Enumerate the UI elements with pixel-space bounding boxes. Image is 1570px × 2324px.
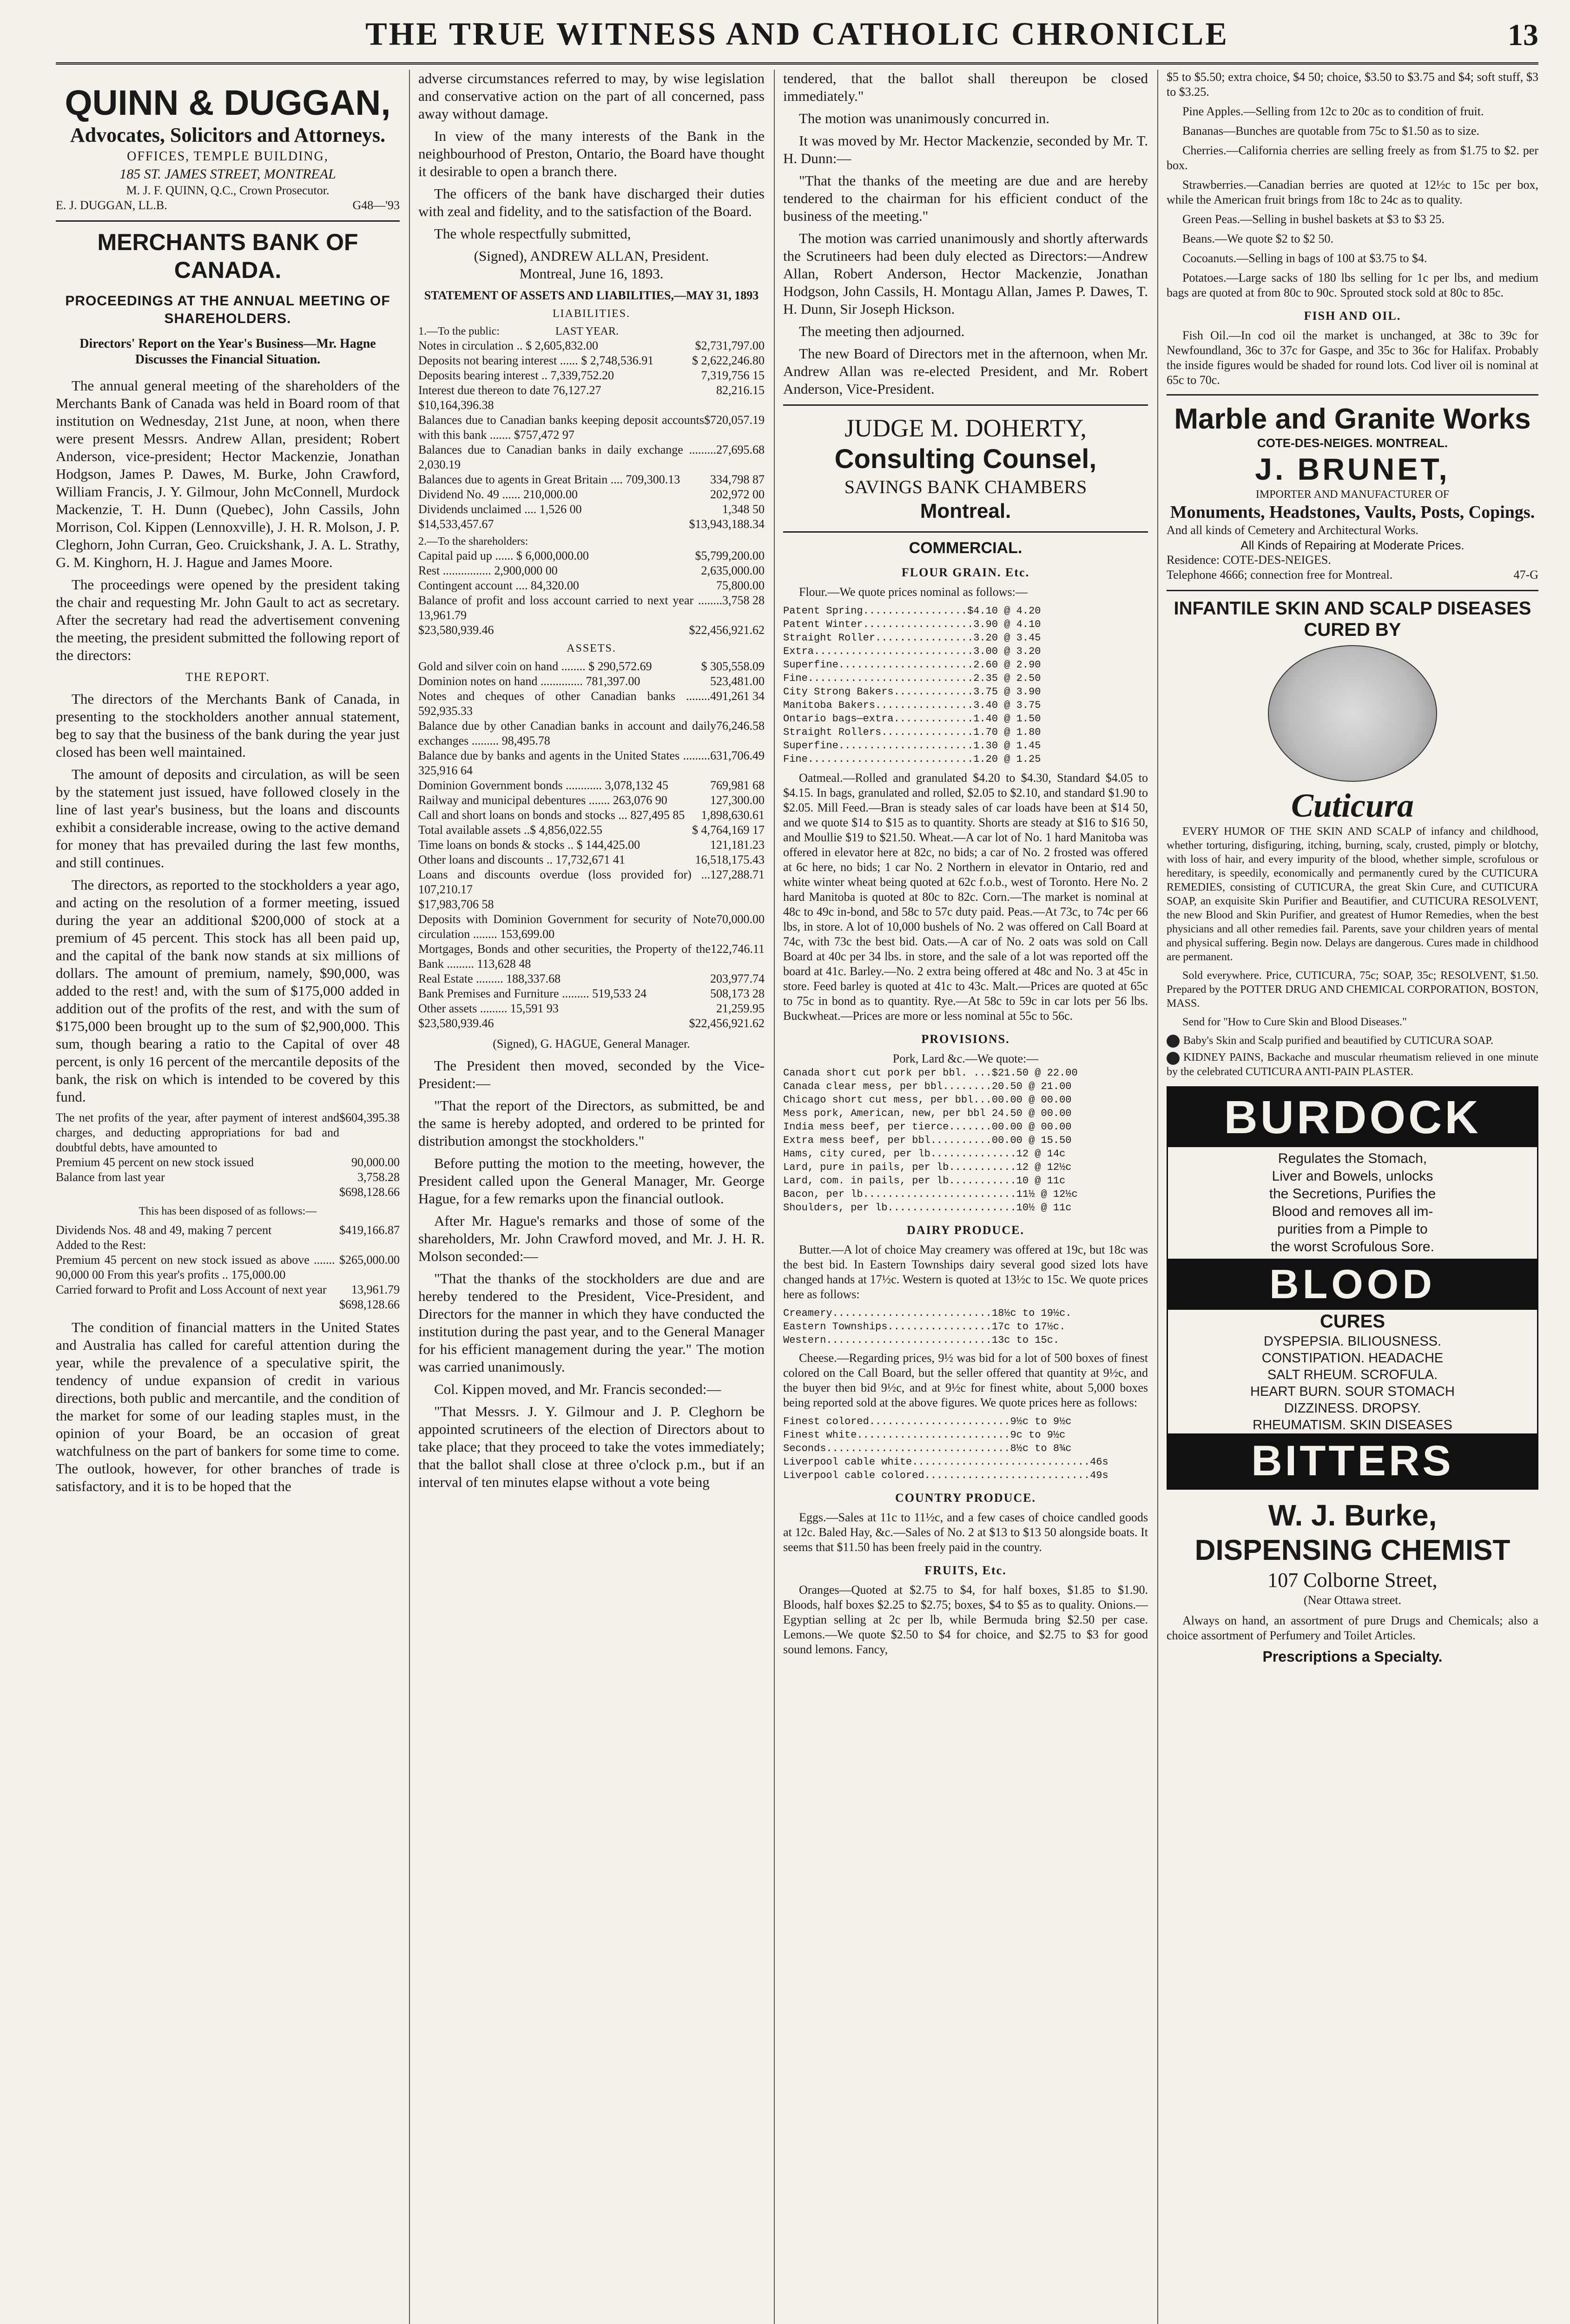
paragraph: Butter.—A lot of choice May creamery was offered at 19c, but 18c was the best bid. In Eastern Townships dairy several good sized lots have changed hands at 17½c. Western is quoted at 13½c to 15c. We quote prices here as follows: (783, 1243, 1148, 1301)
row-value: 1,898,630.61 (701, 808, 765, 822)
report-heading: THE REPORT. (185, 670, 270, 684)
paragraph: The amount of deposits and circulation, as will be seen by the statement just issued, have followed closely in the line of last year's business, but the loans and discounts exhibit a considerable increase, owing to the active demand for money that has prevailed during the last few months, and still continues. (56, 766, 400, 871)
row-label: Call and short loans on bonds and stocks ... 827,495 85 (418, 808, 685, 822)
paragraph: Cherries.—California cherries are selling freely as from $1.75 to $2. per box. (1167, 144, 1538, 172)
paragraph: The proceedings were opened by the president taking the chair and requesting Mr. John Gault to act as secretary. After the secretary had read the advertisement convening the meeting, the president submitted the following report of the directors: (56, 576, 400, 663)
statement-heading: STATEMENT OF ASSETS AND LIABILITIES,—MAY 31, 1893 (424, 289, 759, 302)
cuticura-logo: Cuticura (1291, 787, 1414, 824)
row-label: $14,533,457.67 (418, 517, 494, 531)
signature: (Signed), G. HAGUE, General Manager. (493, 1037, 690, 1050)
row-value: $ 305,558.09 (701, 660, 765, 673)
table-row (418, 353, 765, 368)
fruits-heading: FRUITS, Etc. (924, 1564, 1007, 1577)
paragraph: EVERY HUMOR OF THE SKIN AND SCALP of infancy and childhood, whether torturing, disfiguring, itching, burning, scaly, crusted, pimply or blotchy, with loss of hair, and every impurity of the blood, whether simple, scrofulous or hereditary, is speedily, economically and permanently cured by the CUTICURA REMEDIES, consisting of CUTICURA, the great Skin Cure, and CUTICURA SOAP, an exquisite Skin Purifier and Beautifier, and CUTICURA RESOLVENT, the new Blood and Skin Purifier, and greatest of Humor Remedies, when the best physicians and all other remedies fail. Parents, save your children years of mental and physical suffering. Begin now. Delays are dangerous. Cures made in childhood are permanent. (1167, 825, 1538, 963)
row-label: Mortgages, Bonds and other securities, the Property of the Bank ......... 113,628 48 (418, 942, 711, 971)
table-row (418, 593, 765, 623)
paragraph: After Mr. Hague's remarks and those of some of the shareholders, Mr. John Crawford moved, and Mr. J. H. R. Molson seconded:— (418, 1213, 765, 1264)
paragraph: Fish Oil.—In cod oil the market is unchanged, at 38c to 39c for Newfoundland, 36c to 37c for Gaspe, and 35c to 36c for Halifax. Probably the inside figures would be shaded for round lots. Cod liver oil is nominal at 65c to 70c. (1167, 329, 1538, 387)
cures-list (1168, 1333, 1537, 1433)
country-produce-heading: COUNTRY PRODUCE. (895, 1491, 1036, 1505)
paragraph: "That the thanks of the meeting are due and are hereby tendered to the chairman for his efficient conduct of the business of the meeting." (783, 172, 1148, 224)
assets-table (418, 659, 765, 1031)
provisions-price-table: Canada short cut pork per bbl. ...$21.50 @ 22.00 Canada clear mess, per bbl........20.50 @ 21.00 Chicago short cut mess, per bbl...00.00 @ 00.00 Mess pork, American, new, per bbl 24.50 @ 00.00 India mess beef, per tierce.......00.00 @ 00.00 Extra mess beef, per bbl..........00.00 @ 15.50 Hams, city cured, per lb..............12 @ 14c Lard, pure in pails, per lb...........12 @ 12½c Lard, com. in pails, per lb...........10 @ 11c Bacon, per lb.........................11½ @ 12½c Shoulders, per lb.....................10½ @ 11c (783, 1067, 1078, 1214)
table-row (418, 398, 765, 413)
row-value: $604,395.38 (339, 1111, 400, 1124)
paragraph: It was moved by Mr. Hector Mackenzie, seconded by Mr. T. H. Dunn:— (783, 132, 1148, 166)
commercial-heading: COMMERCIAL. (909, 539, 1022, 557)
row-label: Other loans and discounts .. 17,732,671 41 (418, 853, 625, 866)
row-value: $ 4,764,169 17 (692, 823, 765, 837)
cuticura-kidney: KIDNEY PAINS, Backache and muscular rheumatism relieved in one minute by the celebrated CUTICURA ANTI-PAIN PLASTER. (1167, 1051, 1538, 1078)
row-value: 203,977.74 (710, 972, 765, 985)
row-label: Balance of profit and loss account carried to next year ........ 13,961.79 (418, 594, 722, 622)
paragraph: Eggs.—Sales at 11c to 11½c, and a few cases of choice candled goods at 12c. Baled Hay, &c.—Sales of No. 2 at $13 to $13 50 alongside boats. It seems that $11.50 has been freely paid in the country. (783, 1511, 1148, 1554)
table-row (418, 867, 765, 897)
burke-ad (1167, 1497, 1538, 1665)
table-row (56, 1170, 400, 1185)
burke-text: Always on hand, an assortment of pure Drugs and Chemicals; also a choice assortment of Perfumery and Toilet Articles. (1167, 1613, 1538, 1642)
masthead (56, 11, 1538, 65)
table-row (418, 1016, 765, 1031)
column-2 (418, 70, 765, 2324)
table-row (56, 1110, 400, 1155)
liabilities-table (418, 338, 765, 532)
table-row (56, 1223, 400, 1238)
baby-icon (1167, 1035, 1180, 1048)
row-label: Notes and cheques of other Canadian banks ........ 592,935.33 (418, 689, 710, 718)
assets-heading: ASSETS. (567, 642, 616, 654)
row-value: $13,943,188.34 (689, 517, 765, 531)
row-value: 90,000.00 (351, 1155, 400, 1169)
table-row (56, 1155, 400, 1170)
row-value: 127,288.71 (710, 868, 765, 881)
column-4 (1167, 70, 1538, 2324)
paragraph: The condition of financial matters in the United States and Australia has called for careful attention during the year, while the prevalence of a speculative spirit, the tendency of undue expansion of credit in various directions, both public and mercantile, and the condition of the market for some of our leading staples must, in the opinion of your Board, be an occasion of great watchfulness on the part of bankers for some time to come. The outlook, however, for other branches of trade is satisfactory, and it is to be hoped that the (56, 1319, 400, 1494)
row-value: 121,181.23 (710, 838, 765, 852)
table-row (418, 383, 765, 398)
paragraph: Cocoanuts.—Selling in bags of 100 at $3.75 to $4. (1182, 251, 1427, 265)
row-label: Loans and discounts overdue (loss provided for) ... 107,210.17 (418, 868, 710, 896)
dividend-table (56, 1223, 400, 1312)
paragraph: Flour.—We quote prices nominal as follows:— (799, 585, 1028, 599)
paragraph: "That the thanks of the stockholders are due and are hereby tendered to the President, Vice-President, and Directors for the manner in which they have conducted the institution during the past year, and to the General Manager for his efficient management during the year." The motion was carried unanimously. (418, 1270, 765, 1375)
table-row (418, 338, 765, 353)
table-row (418, 472, 765, 487)
cures-heading: CURES (1319, 1311, 1385, 1332)
row-label: Balances due to Canadian banks in daily exchange ......... 2,030.19 (418, 443, 716, 471)
row-label: Deposits bearing interest .. 7,339,752.20 (418, 369, 614, 382)
row-label: $17,983,706 58 (418, 898, 494, 911)
cuticura-baby: Baby's Skin and Scalp purified and beautified by CUTICURA SOAP. (1183, 1035, 1493, 1047)
paragraph: The motion was carried unanimously and shortly afterwards the Scrutineers had been duly elected as Directors:—Andrew Allan, Robert Anderson, Hector Mackenzie, Jonathan Hodgson, John Cassils, H. Montagu Allan, James P. Dawes, T. H. Dunn, Sir Joseph Hickson. (783, 230, 1148, 317)
row-value: $419,166.87 (339, 1223, 400, 1237)
row-label: Capital paid up ...... $ 6,000,000.00 (418, 549, 589, 562)
marble-location: COTE-DES-NEIGES. MONTREAL. (1257, 436, 1448, 450)
signature: (Signed), ANDREW ALLAN, President. (474, 248, 709, 264)
row-value: 523,481.00 (710, 674, 765, 688)
row-label: Added to the Rest: (56, 1238, 146, 1252)
ad-line: DYSPEPSIA. BILIOUSNESS. (1264, 1334, 1441, 1349)
judge-role: Consulting Counsel, (834, 444, 1097, 474)
dateline: Montreal, June 16, 1893. (519, 265, 664, 282)
row-label: Notes in circulation .. $ 2,605,832.00 (418, 339, 599, 352)
row-label: Carried forward to Profit and Loss Account of next year (56, 1283, 327, 1296)
judge-name: JUDGE M. DOHERTY, (844, 414, 1087, 442)
page-number: 13 (1508, 18, 1538, 52)
paragraph: Cheese.—Regarding prices, 9½ was bid for a lot of 500 boxes of finest colored on the Call Board, but the seller offered that quantity at 9½c, and the buyer then bid 9½c, and at 9½c for finest white, about 5,000 boxes being reported sold at the above figures. We quote prices here as follows: (783, 1351, 1148, 1409)
firm-offices: OFFICES, TEMPLE BUILDING, (127, 149, 329, 164)
paragraph: Bananas—Bunches are quotable from 75c to $1.50 as to size. (1182, 124, 1479, 138)
row-value: $ 2,622,246.80 (692, 354, 765, 367)
quinn-duggan-ad (56, 76, 400, 222)
kidney-icon (1167, 1052, 1180, 1065)
row-label: Dividends unclaimed .... 1,526 00 (418, 502, 582, 516)
ad-line: Liver and Bowels, unlocks (1272, 1168, 1433, 1184)
burdock-wordmark: BURDOCK (1168, 1088, 1537, 1147)
row-value: $5,799,200.00 (695, 549, 765, 562)
brunet-marble-ad (1167, 394, 1538, 591)
table-row (56, 1297, 400, 1312)
paragraph: The annual general meeting of the shareholders of the Merchants Bank of Canada was held in Board room of that institution on Wednesday, 21st June, at noon, when there were present Messrs. Andrew Allan, president; Robert Anderson, vice-president; Hector Mackenzie, Jonathan Hodgson, James P. Dawes, M. Burke, John Crawford, William Francis, J. Y. Gilmour, John McConnell, Murdock Mackenzie, T. H. Dunn (Quebec), John Cassils, John Morrison, Col. Kippen (Lennoxville), J. H. R. Molson, J. P. Cleghorn, John Curran, Geo. Cruickshank, J. A. L. Strathy, G. M. Kinghorn, H. J. Hague and James Moore. (56, 377, 400, 570)
firm-address: 185 ST. JAMES STREET, MONTREAL (119, 166, 336, 182)
table-row (418, 413, 765, 442)
row-label: Gold and silver coin on hand ........ $ 290,572.69 (418, 660, 652, 673)
table-row (418, 897, 765, 912)
marble-title: Marble and Granite Works (1174, 403, 1531, 435)
table-row (418, 623, 765, 638)
table-row (418, 971, 765, 986)
firm-role: Advocates, Solicitors and Attorneys. (70, 124, 386, 146)
paragraph: The officers of the bank have discharged their duties with zeal and fidelity, and to the satisfaction of the Board. (418, 185, 765, 219)
shareholders-table (418, 548, 765, 638)
marble-telephone: Telephone 4666; connection free for Montreal. (1167, 568, 1393, 581)
table-row (418, 517, 765, 532)
row-value: 76,246.58 (716, 719, 765, 733)
ad-line: the worst Scrofulous Sore. (1271, 1239, 1434, 1254)
cuticura-banner: INFANTILE SKIN AND SCALP DISEASES CURED BY (1174, 598, 1531, 640)
paragraph: Green Peas.—Selling in bushel baskets at $3 to $3 25. (1182, 212, 1445, 226)
disposed-note: This has been disposed of as follows:— (139, 1205, 317, 1217)
cheese-price-table: Finest colored.......................9½c to 9½c Finest white.........................9c to 9½c Seconds..............................8½c to 8¾c Liverpool cable white.............................46s Liverpool cable colored...........................49s (783, 1416, 1108, 1481)
ad-line: HEART BURN. SOUR STOMACH (1250, 1384, 1455, 1399)
row-value: $22,456,921.62 (689, 623, 765, 637)
table-row (418, 793, 765, 808)
burke-address: 107 Colborne Street, (1267, 1568, 1438, 1591)
table-row (418, 368, 765, 383)
table-row (418, 838, 765, 852)
paragraph: "That Messrs. J. Y. Gilmour and J. P. Cleghorn be appointed scrutineers of the election of Directors about to take place; that they proceed to take the votes immediately; that the ballot shall close at three o'clock p.m., but if an interval of ten minutes elapse without a vote being (418, 1403, 765, 1490)
marble-residence: Residence: COTE-DES-NEIGES. (1167, 553, 1331, 567)
firm-partner: M. J. F. QUINN, Q.C., Crown Prosecutor. (126, 184, 330, 197)
paragraph: The President then moved, seconded by the Vice-President:— (418, 1057, 765, 1091)
profit-table (56, 1110, 400, 1200)
table-row (418, 778, 765, 793)
burdock-bitters-ad (1167, 1086, 1538, 1490)
row-value: 508,173 28 (710, 987, 765, 1000)
firm-name: QUINN & DUGGAN, (65, 83, 391, 123)
paragraph: "That the report of the Directors, as submitted, be and the same is hereby adopted, and ordered to be printed for distribution amongst the stockholders." (418, 1097, 765, 1149)
row-label: $23,580,939.46 (418, 1017, 494, 1030)
row-value: $22,456,921.62 (689, 1017, 765, 1030)
table-row (418, 912, 765, 942)
row-value: 491,261 34 (710, 689, 765, 703)
ad-line: the Secretions, Purifies the (1269, 1186, 1436, 1202)
row-label: Contingent account .... 84,320.00 (418, 579, 579, 592)
cuticura-ad (1167, 598, 1538, 1079)
newspaper-title: THE TRUE WITNESS AND CATHOLIC CHRONICLE (365, 16, 1229, 52)
row-value: 769,981 68 (710, 779, 765, 792)
row-label: The net profits of the year, after payment of interest and charges, and deducting appropriations for bad and doubtful debts, have amounted to (56, 1111, 339, 1154)
bank-title: MERCHANTS BANK OF CANADA. (97, 229, 358, 283)
paragraph: $5 to $5.50; extra choice, $4 50; choice, $3.50 to $3.75 and $4; soft stuff, $3 to $3.25. (1167, 70, 1538, 99)
row-label: Balance due by other Canadian banks in account and daily exchanges ......... 98,495.78 (418, 719, 716, 747)
row-label: Balance from last year (56, 1170, 165, 1184)
row-label: $10,164,396.38 (418, 398, 494, 412)
paragraph: Send for "How to Cure Skin and Blood Diseases." (1182, 1016, 1407, 1028)
row-value: 82,216.15 (716, 383, 765, 397)
table-row (418, 808, 765, 823)
row-label: Deposits with Dominion Government for security of Note circulation ........ 153,699.00 (418, 912, 716, 941)
paragraph: The new Board of Directors met in the afternoon, when Mr. Andrew Allan was re-elected President, and Mr. Robert Anderson, Vice-President. (783, 345, 1148, 397)
ad-reference: G48—'93 (352, 198, 400, 212)
column-divider (774, 70, 775, 2324)
marble-desc: And all kinds of Cemetery and Architectural Works. (1167, 523, 1418, 537)
dairy-price-table: Creamery..........................18½c to 19½c. Eastern Townships.................17c to 17½c. Western...........................13c to 15c. (783, 1307, 1072, 1346)
row-value: 7,319,756 15 (701, 369, 765, 382)
paragraph: Pine Apples.—Selling from 12c to 20c as to condition of fruit. (1182, 105, 1484, 118)
paragraph: The directors, as reported to the stockholders a year ago, and acting on the resolution of a former meeting, issued during the year an additional $200,000 of stock at a premium of 45 percent. This stock has all been paid up, and the capital of the bank now stands at six millions of dollars. The amount of premium, namely, $90,000, was added to the rest! and, with the sum of $175,000 added in addition out of the profits of the rest, and with the sum of $175,000 been brought up to the sum of $2,900,000. This sum, though bearing a ratio to the Capital of over 48 percent, is only 16 percent of the mercantile deposits of the bank, the risk on which is intended to be covered by this fund. (56, 877, 400, 1105)
blood-wordmark: BLOOD (1168, 1259, 1537, 1310)
paragraph: Col. Kippen moved, and Mr. Francis seconded:— (434, 1381, 721, 1397)
table-row (418, 942, 765, 971)
row-label: Balances due to Canadian banks keeping deposit accounts with this bank ....... $757,472 97 (418, 413, 704, 442)
paragraph: Potatoes.—Large sacks of 180 lbs selling for 1c per lbs, and medium bags are quoted at from 80c to 90c. Sprouted stock sold at 80c to 85c. (1167, 271, 1538, 299)
bitters-wordmark: BITTERS (1168, 1433, 1537, 1488)
liabilities-subheading: 1.—To the public: LAST YEAR. (418, 325, 619, 337)
paragraph: Beans.—We quote $2 to $2 50. (1182, 232, 1334, 245)
row-label: Bank Premises and Furniture ......... 519,533 24 (418, 987, 647, 1000)
burke-prescriptions: Prescriptions a Specialty. (1262, 1648, 1443, 1665)
table-row (418, 548, 765, 563)
table-row (418, 986, 765, 1001)
table-row (56, 1185, 400, 1200)
marble-role: IMPORTER AND MANUFACTURER OF (1255, 489, 1450, 501)
row-value: 202,972 00 (710, 488, 765, 501)
row-value: 21,259.95 (716, 1002, 765, 1015)
table-row (56, 1253, 400, 1282)
flour-heading: FLOUR GRAIN. Etc. (901, 566, 1030, 579)
grain-report: Oatmeal.—Rolled and granulated $4.20 to $4.30, Standard $4.05 to $4.15. In bags, granulated and rolled, $2.05 to $2.10, and standard $1.90 to $2.05. Mill Feed.—Bran is steady sales of car loads have been at $14 50, and we quote $14 to $15 as to quantity. Shorts are steady at $16 to $16 50, and Moullie $19 to $21.50. Wheat.—A car lot of No. 1 hard Manitoba was offered in elevator here at 82c, no bids; a car of No. 2 frosted was offered at 6c here, no bids; 1 car No. 2 Northern in elevator in Ontario, red and white winter wheat being quoted at 62c f.o.b., west of Toronto. Here No. 2 hard Manitoba is quoted at 80c to 82c. Corn.—The market is nominal at 48c to 49c in-bond, and 58c to 57c duty paid. Peas.—At 73c, to 74c per 66 lbs, in store. A lot of 10,000 bushels of No. 2 was offered on Call Board at 74c, with 73c the best bid. Oats.—A car of No. 2 oats was sold on Call Board at 40c per 34 lbs. in store, and the sale of a lot was reported off the board at 41c. Barley.—No. 2 extra being offered at 48c and No. 3 at 45c in store. Feed barley is quoted at 41c to 43c. Malt.—Prices are quoted at 65c to 75c in bond as to quantity. Rye.—At 58c to 59c in car lots per 56 lbs. Buckwheat.—Prices are more or less nominal at 55c to 56c. (783, 771, 1148, 1023)
burdock-claims (1168, 1147, 1537, 1259)
row-label: Total available assets ..$ 4,856,022.55 (418, 823, 603, 837)
row-value: 3,758.28 (357, 1170, 400, 1184)
row-label: Dominion Government bonds ............ 3,078,132 45 (418, 779, 669, 792)
row-label: Dividend No. 49 ...... 210,000.00 (418, 488, 578, 501)
table-row (418, 674, 765, 689)
row-value: 127,300.00 (710, 793, 765, 807)
row-label: Other assets ......... 15,591 93 (418, 1002, 559, 1015)
row-value: $2,731,797.00 (695, 339, 765, 352)
row-label: Interest due thereon to date 76,127.27 (418, 383, 601, 397)
marble-items: Monuments, Headstones, Vaults, Posts, Copings. (1170, 502, 1535, 522)
row-value: 75,800.00 (716, 579, 765, 592)
shareholders-subheading: 2.—To the shareholders: (418, 535, 528, 548)
row-label: Dominion notes on hand .............. 781,397.00 (418, 674, 640, 688)
paragraph: Before putting the motion to the meeting, however, the President called upon the General Manager, Mr. George Hague, for a few remarks upon the financial outlook. (418, 1155, 765, 1207)
row-value: 122,746.11 (710, 942, 765, 956)
table-row (418, 823, 765, 838)
bank-dek: Directors' Report on the Year's Business—Mr. Hagne Discusses the Financial Situation. (79, 337, 376, 367)
table-row (418, 578, 765, 593)
row-value: 265,000.00 (345, 1253, 400, 1267)
paragraph: Oranges—Quoted at $2.75 to $4, for half boxes, $1.85 to $1.90. Bloods, half boxes $2.25 to $2.75; boxes, $4 to $5 as to quality. Onions.—Egyptian selling at 2c per lb, while Bermuda bring $2.50 per case. Lemons.—We quote $2.50 to $4 for choice, and $2.75 to $3 for good sound lemons. Fancy, (783, 1583, 1148, 1656)
table-row (418, 487, 765, 502)
row-label: Real Estate ......... 188,337.68 (418, 972, 561, 985)
table-row (418, 1001, 765, 1016)
table-row (418, 563, 765, 578)
row-value: 334,798 87 (710, 473, 765, 486)
column-divider (1157, 70, 1158, 2324)
burke-name: W. J. Burke, (1268, 1498, 1437, 1532)
row-value: 70,000.00 (716, 912, 765, 926)
row-label: Premium 45 percent on new stock issued as above ....... $ 90,000 00 From this year's profits .. 175,000.00 (56, 1253, 345, 1281)
row-label: $23,580,939.46 (418, 623, 494, 637)
row-value: 2,635,000.00 (701, 564, 765, 577)
row-value: $698,128.66 (339, 1185, 400, 1199)
table-row (418, 502, 765, 517)
row-label: Premium 45 percent on new stock issued (56, 1155, 254, 1169)
ad-line: CONSTIPATION. HEADACHE (1261, 1350, 1444, 1366)
paragraph: tendered, that the ballot shall thereupon be closed immediately." (783, 70, 1148, 104)
row-label: Balance due by banks and agents in the United States ......... 325,916 64 (418, 749, 710, 777)
row-value: 27,695.68 (716, 443, 765, 456)
fish-heading: FISH AND OIL. (1304, 309, 1401, 323)
row-value: 13,961.79 (351, 1283, 400, 1296)
table-row (418, 748, 765, 778)
burke-title: DISPENSING CHEMIST (1194, 1534, 1511, 1566)
ad-line: Blood and removes all im- (1272, 1203, 1433, 1219)
table-row (56, 1238, 400, 1253)
baby-illustration (1268, 645, 1437, 782)
row-label: Time loans on bonds & stocks .. $ 144,425.00 (418, 838, 640, 852)
paragraph: The directors of the Merchants Bank of Canada, in presenting to the stockholders another annual statement, beg to say that the business of the bank during the year just closed has been well maintained. (56, 691, 400, 760)
paragraph: In view of the many interests of the Bank in the neighbourhood of Preston, Ontario, the Board have thought it desirable to open a branch there. (418, 128, 765, 179)
judge-doherty-ad (783, 404, 1148, 533)
paragraph: Sold everywhere. Price, CUTICURA, 75c; SOAP, 35c; RESOLVENT, $1.50. Prepared by the POTTER DRUG AND CHEMICAL CORPORATION, BOSTON, MASS. (1167, 970, 1538, 1010)
ad-line: DIZZINESS. DROPSY. (1284, 1400, 1421, 1416)
row-value: 16,518,175.43 (695, 853, 765, 866)
column-3 (783, 70, 1148, 2324)
row-value: 631,706.49 (710, 749, 765, 762)
row-value: 3,758 28 (722, 594, 765, 607)
dairy-heading: DAIRY PRODUCE. (907, 1223, 1024, 1237)
row-label: Rest ................ 2,900,000 00 (418, 564, 558, 577)
ad-line: RHEUMATISM. SKIN DISEASES (1253, 1417, 1452, 1433)
ad-line: Regulates the Stomach, (1278, 1150, 1427, 1166)
bank-subtitle: PROCEEDINGS AT THE ANNUAL MEETING OF SHAREHOLDERS. (65, 293, 390, 326)
table-row (418, 689, 765, 719)
burke-near: (Near Ottawa street. (1303, 1593, 1402, 1607)
row-label: Deposits not bearing interest ...... $ 2,748,536.91 (418, 354, 654, 367)
row-value: 1,348 50 (722, 502, 765, 516)
row-label: Balances due to agents in Great Britain .... 709,300.13 (418, 473, 680, 486)
flour-price-table: Patent Spring.................$4.10 @ 4.20 Patent Winter..................3.90 @ 4.10 Straight Roller................3.20 @ 3.45 Extra..........................3.00 @ 3.20 Superfine......................2.60 @ 2.90 Fine...........................2.35 @ 2.50 City Strong Bakers.............3.75 @ 3.90 Manitoba Bakers................3.40 @ 3.75 Ontario bags—extra.............1.40 @ 1.50 Straight Rollers...............1.70 @ 1.80 Superfine......................1.30 @ 1.45 Fine...........................1.20 @ 1.25 (783, 605, 1041, 765)
provisions-heading: PROVISIONS. (921, 1032, 1010, 1046)
ad-line: purities from a Pimple to (1277, 1221, 1428, 1237)
marble-repair: All Kinds of Repairing at Moderate Prices. (1240, 538, 1464, 552)
row-label: Dividends Nos. 48 and 49, making 7 percent (56, 1223, 272, 1237)
paragraph: adverse circumstances referred to may, by wise legislation and conservative action on the part of all concerned, pass away without damage. (418, 70, 765, 122)
marble-proprietor: J. BRUNET, (1255, 452, 1450, 486)
row-value: $720,057.19 (704, 413, 765, 427)
row-value: $698,128.66 (339, 1298, 400, 1311)
judge-office: SAVINGS BANK CHAMBERS (844, 476, 1087, 497)
pork-heading: Pork, Lard &c.—We quote:— (892, 1052, 1039, 1065)
paragraph: The whole respectfully submitted, (434, 225, 631, 242)
column-1 (56, 70, 400, 2324)
table-row (418, 852, 765, 867)
liabilities-heading: LIABILITIES. (552, 308, 631, 320)
paragraph: The motion was unanimously concurred in. (799, 110, 1049, 126)
paragraph: The meeting then adjourned. (799, 323, 965, 339)
table-row (418, 659, 765, 674)
table-row (56, 1282, 400, 1297)
paragraph: Strawberries.—Canadian berries are quoted at 12½c to 15c per box, while the American fruit brings from 18c to 24c as to quality. (1167, 178, 1538, 206)
ad-reference: 47-G (1513, 568, 1538, 581)
firm-partner: E. J. DUGGAN, LL.B. (56, 198, 167, 212)
table-row (418, 442, 765, 472)
column-divider (409, 70, 410, 2324)
table-row (418, 719, 765, 748)
row-label: Railway and municipal debentures ....... 263,076 90 (418, 793, 667, 807)
judge-city: Montreal. (920, 500, 1011, 522)
ad-line: SALT RHEUM. SCROFULA. (1267, 1367, 1438, 1382)
